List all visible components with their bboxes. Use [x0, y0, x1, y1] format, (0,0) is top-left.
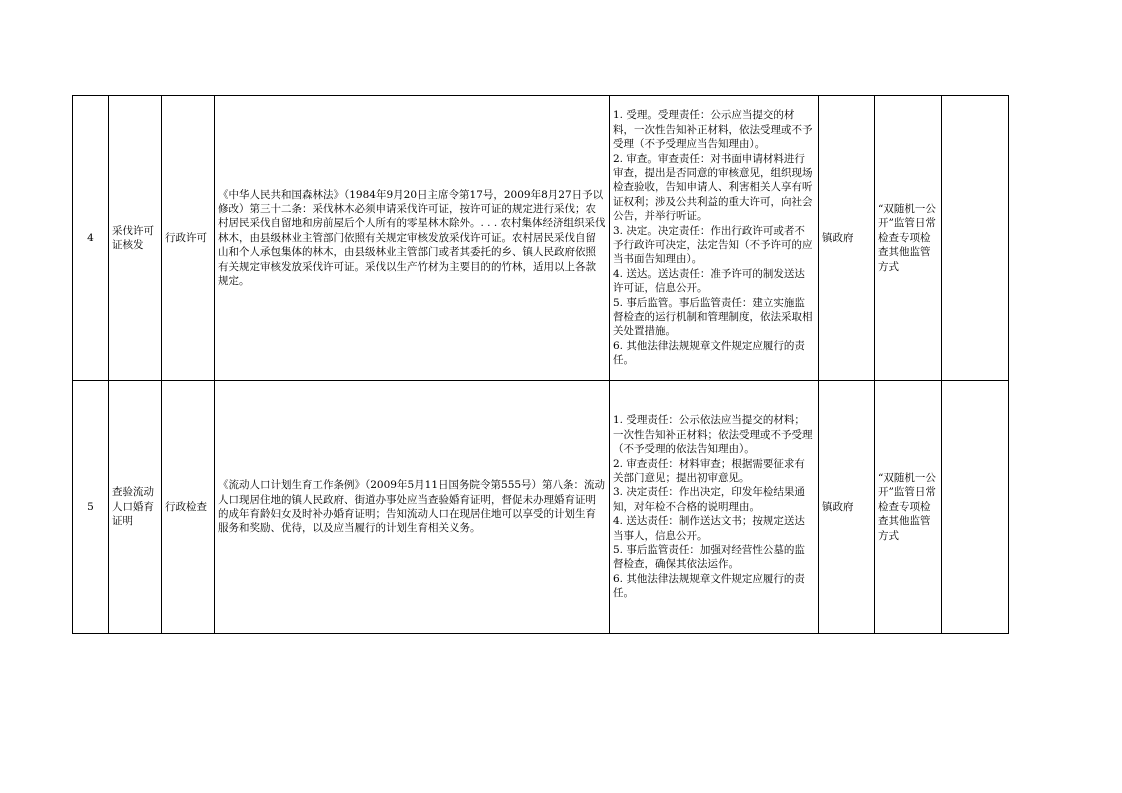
- item-name-cell: 采伐许可证核发: [109, 96, 162, 381]
- responsibility-line: 4. 送达责任：制作送达文书；按规定送达当事人，信息公开。: [613, 515, 805, 542]
- responsibility-cell: [610, 381, 819, 634]
- table-row: [73, 96, 1009, 381]
- row-index-cell: 5: [73, 381, 109, 634]
- item-name-cell: 查验流动人口婚育证明: [109, 381, 162, 634]
- responsibility-cell: [610, 96, 819, 381]
- responsibility-line: 2. 审查责任：材料审查；根据需要征求有关部门意见；提出初审意见。: [613, 457, 805, 484]
- responsibility-line: 1. 受理。受理责任：公示应当提交的材料，一次性告知补正材料，依法受理或不予受理（不予受理应当告知理由）。: [613, 109, 813, 151]
- legal-basis-cell: 《中华人民共和国森林法》（1984年9月20日主席令第17号，2009年8月27日予以修改）第三十二条：采伐林木必须申请采伐许可证，按许可证的规定进行采伐；农村居民采伐自留地和房前屋后个人所有的零星林木除外。. . . 农村集体经济组织采伐林木，由县级林业主管部门依照有关规定审核发放采伐许可证。农村居民采伐自留山和个人承包集体的林木，由县级林业主管部门或者其委托的乡、镇人民政府依照有关规定审核发放采伐许可证。采伐以生产竹材为主要目的的竹林，适用以上各款规定。: [215, 96, 610, 381]
- supervision-method-cell: “双随机一公开”监管日常检查专项检查其他监管方式: [875, 96, 942, 381]
- responsibility-line: 6. 其他法律法规规章文件规定应履行的责任。: [613, 339, 805, 367]
- row-index-cell: 4: [73, 96, 109, 381]
- supervision-method-cell: “双随机一公开”监管日常检查专项检查其他监管方式: [875, 381, 942, 634]
- implementing-body-cell: 镇政府: [819, 381, 875, 634]
- responsibility-line: 6. 其他法律法规规章文件规定应履行的责任。: [613, 572, 805, 600]
- item-type-cell: 行政许可: [162, 96, 215, 381]
- responsibility-line: 2. 审查。审查责任：对书面申请材料进行审查，提出是否同意的审核意见，组织现场检查验收，告知申请人、利害相关人享有听证权利；涉及公共利益的重大许可，向社会公告，并举行听证。: [613, 152, 813, 223]
- table-row: [73, 381, 1009, 634]
- responsibility-line: 3. 决定责任：作出决定，印发年检结果通知，对年检不合格的说明理由。: [613, 486, 805, 513]
- responsibility-line: 5. 事后监管责任：加强对经营性公墓的监督检查，确保其依法运作。: [613, 544, 805, 571]
- responsibility-line: 1. 受理责任：公示依法应当提交的材料；一次性告知补正材料；依法受理或不予受理（不予受理的依法告知理由）。: [613, 414, 813, 456]
- responsibility-line: 4. 送达。送达责任：准予许可的制发送达许可证，信息公开。: [613, 267, 805, 295]
- responsibility-line: 5. 事后监管。事后监管责任：建立实施监督检查的运行机制和管理制度，依法采取相关处置措施。: [613, 296, 813, 338]
- legal-basis-cell: 《流动人口计划生育工作条例》（2009年5月11日国务院令第555号）第八条：流动人口现居住地的镇人民政府、街道办事处应当查验婚育证明，督促未办理婚育证明的成年育龄妇女及时补办婚育证明；告知流动人口在现居住地可以享受的计划生育服务和奖励、优待，以及应当履行的计划生育相关义务。: [215, 381, 610, 634]
- responsibility-line: 3. 决定。决定责任：作出行政许可或者不予行政许可决定，法定告知（不予许可的应当书面告知理由）。: [613, 224, 813, 266]
- power-list-table: [72, 95, 1009, 634]
- note-cell: [942, 96, 1009, 381]
- item-type-cell: 行政检查: [162, 381, 215, 634]
- implementing-body-cell: 镇政府: [819, 96, 875, 381]
- note-cell: [942, 381, 1009, 634]
